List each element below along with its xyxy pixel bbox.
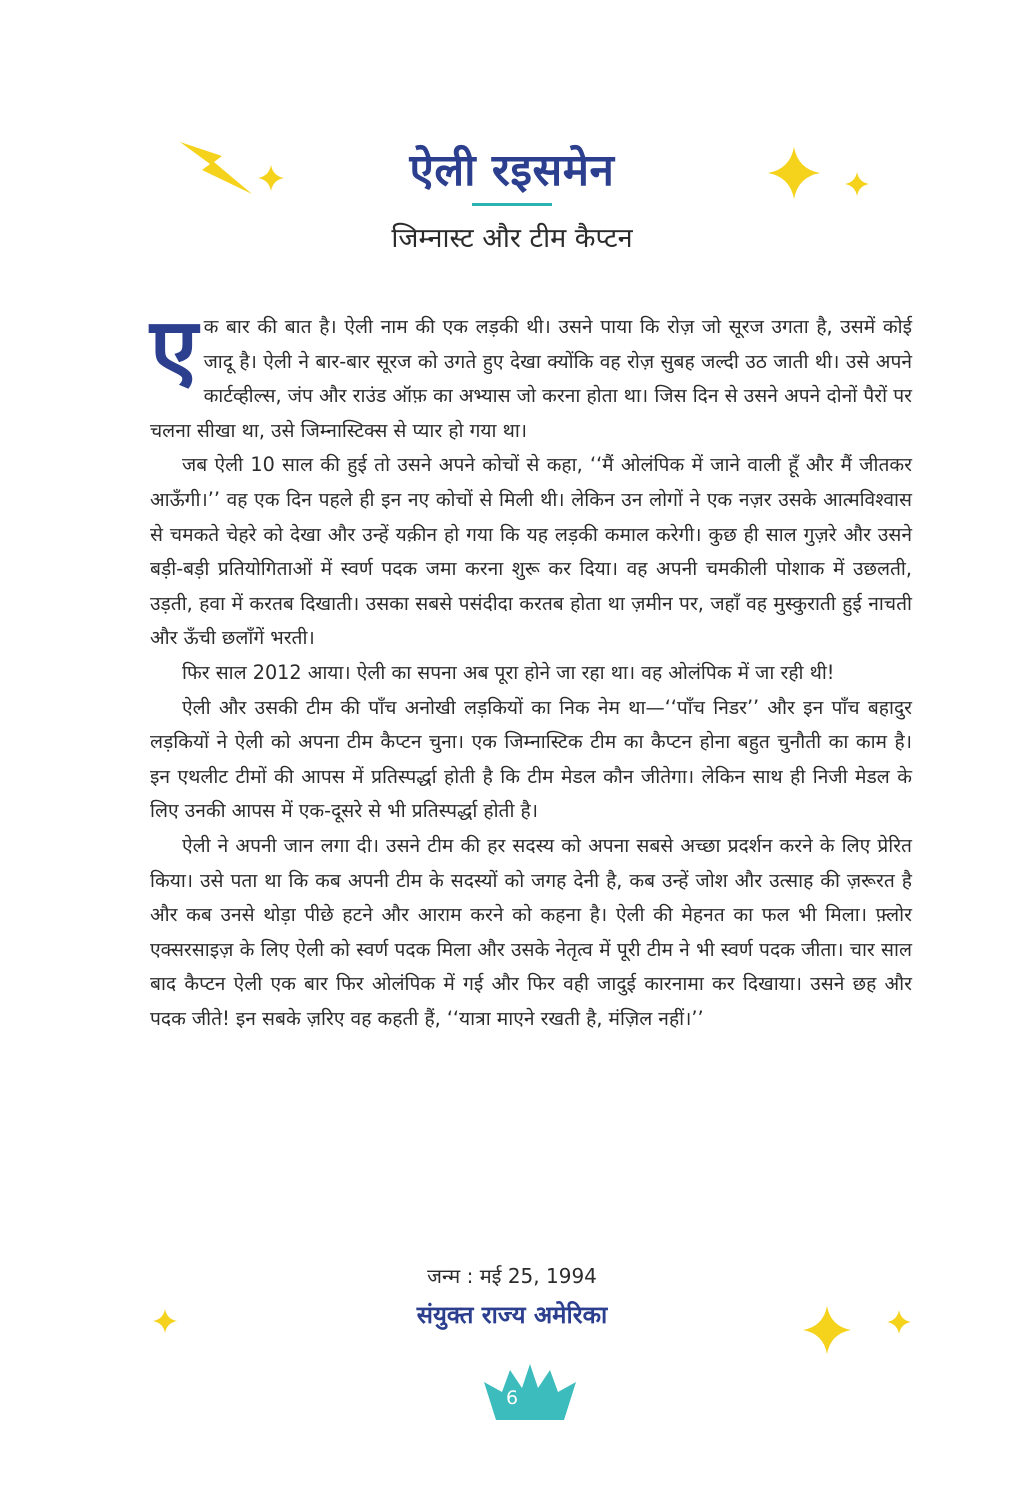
paragraph-2: जब ऐली 10 साल की हुई तो उसने अपने कोचों से कहा, ‘‘मैं ओलंपिक में जाने वाली हूँ और मैं जीतकर आऊँगी।’’ वह एक दिन पहले ही इन नए कोचों से मिली थी। लेकिन उन लोगों ने एक नज़र उसके आत्मविश्वास से चमकते चेहरे को देखा और उन्हें यक़ीन हो गया कि यह लड़की कमाल करेगी। कुछ ही साल गुज़रे और उसने बड़ी-बड़ी प्रतियोगिताओं में स्वर्ण पदक जमा करना शुरू कर दिया। वह अपनी चमकीली पोशाक में उछलती, उड़ती, हवा में करतब दिखाती। उसका सबसे पसंदीदा करतब होता था ज़मीन पर, जहाँ वह मुस्कुराती हुई नाचती और ऊँची छलाँगें भरती। xyxy=(150,453,912,650)
star-icon xyxy=(803,1306,851,1354)
page-subtitle: जिम्नास्ट और टीम कैप्टन xyxy=(391,223,633,254)
page-number: 6 xyxy=(505,1387,519,1409)
paragraph-3: फिर साल 2012 आया। ऐली का सपना अब पूरा होने जा रहा था। वह ओलंपिक में जा रही थी! xyxy=(182,660,835,684)
paragraph-5: ऐली ने अपनी जान लगा दी। उसने टीम की हर सदस्य को अपना सबसे अच्छा प्रदर्शन करने के लिए प्रेरित किया। उसे पता था कि कब अपनी टीम के सदस्यों को जगह देनी है, कब उन्हें जोश और उत्साह की ज़रूरत है और कब उनसे थोड़ा पीछे हटने और आराम करने को कहना है। ऐली की मेहनत का फल भी मिला। फ़्लोर एक्सरसाइज़ के लिए ऐली को स्वर्ण पदक मिला और उसके नेतृत्व में पूरी टीम ने भी स्वर्ण पदक जीता। चार साल बाद कैप्टन ऐली एक बार फिर ओलंपिक में गई और फिर वही जादुई कारनामा कर दिखाया। उसने छह और पदक जीते! इन सबके ज़रिए वह कहती हैं, ‘‘यात्रा माएने रखती है, मंज़िल नहीं।’’ xyxy=(150,833,912,1030)
birth-date: जन्म : मई 25, 1994 xyxy=(427,1264,597,1288)
sparkle-icon xyxy=(153,1309,177,1333)
page-title: ऐली रइसमेन xyxy=(409,145,615,196)
drop-cap: ए xyxy=(150,300,198,400)
sparkle-icon xyxy=(887,1310,911,1334)
title-underline xyxy=(472,203,552,206)
story-body xyxy=(150,300,912,1036)
paragraph-1: एक बार की बात है। ऐली नाम की एक लड़की थी। उसने पाया कि रोज़ जो सूरज उगता है, उसमें कोई जादू है। ऐली ने बार-बार सूरज को उगते हुए देखा क्योंकि वह रोज़ सुबह जल्दी उठ जाती थी। उसे अपने कार्टव्हील्स, जंप और राउंड ऑफ़ का अभ्यास जो करना होता था। जिस दिन से उसने अपने दोनों पैरों पर चलना सीखा था, उसे जिम्नास्टिक्स से प्यार हो गया था। xyxy=(150,300,912,442)
paragraph-4: ऐली और उसकी टीम की पाँच अनोखी लड़कियों का निक नेम था—‘‘पाँच निडर’’ और इन पाँच बहादुर लड़कियों ने ऐली को अपना टीम कैप्टन चुना। एक जिम्नास्टिक टीम का कैप्टन होना बहुत चुनौती का काम है। इन एथलीट टीमों की आपस में प्रतिस्पर्द्धा होती है कि टीम मेडल कौन जीतेगा। लेकिन साथ ही निजी मेडल के लिए उनकी आपस में एक-दूसरे से भी प्रतिस्पर्द्धा होती है। xyxy=(150,695,912,823)
country-name: संयुक्त राज्य अमेरिका xyxy=(416,1301,608,1329)
